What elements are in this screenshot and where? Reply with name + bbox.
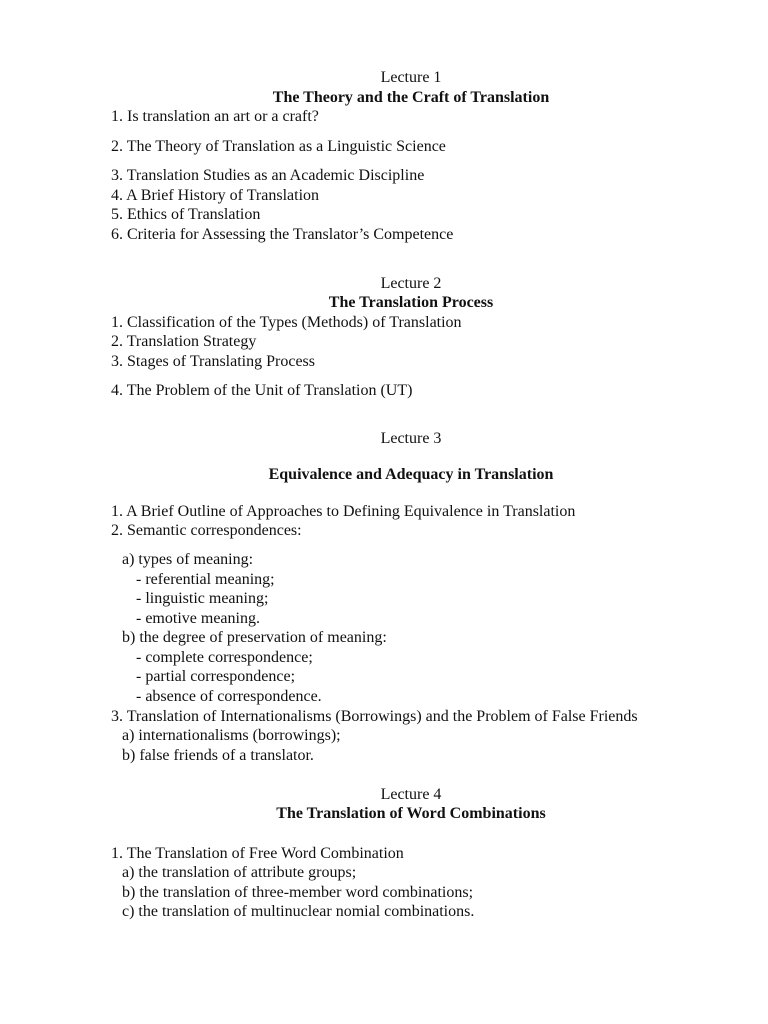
lecture-3-subitem: - emotive meaning. [136,610,260,627]
lecture-1-item: 5. Ethics of Translation [111,206,261,223]
lecture-1-item: 1. Is translation an art or a craft? [111,108,319,125]
lecture-3-subitem: - linguistic meaning; [136,590,269,607]
lecture-1-item: 2. The Theory of Translation as a Linguistic Science [111,138,446,155]
lecture-4-label: Lecture 4 [380,786,442,803]
lecture-3-subitem: b) the degree of preservation of meaning: [122,629,387,646]
lecture-3-subitem: - referential meaning; [136,571,275,588]
lecture-1-item: 4. A Brief History of Translation [111,187,320,204]
lecture-1-item: 6. Criteria for Assessing the Translator’s Competence [111,226,454,243]
lecture-4-subitem: a) the translation of attribute groups; [122,864,357,881]
lecture-2-item: 1. Classification of the Types (Methods) of Translation [111,314,462,331]
lecture-3-subitem: a) internationalisms (borrowings); [122,727,341,744]
lecture-3-subitem: - complete correspondence; [136,649,313,666]
lecture-1-title: The Theory and the Craft of Translation [272,89,550,106]
lecture-3-item: 2. Semantic correspondences: [111,522,302,539]
lecture-3-label: Lecture 3 [380,430,442,447]
lecture-2-title: The Translation Process [328,294,494,311]
lecture-1-item: 3. Translation Studies as an Academic Discipline [111,167,425,184]
lecture-2-item: 4. The Problem of the Unit of Translation (UT) [111,382,413,399]
lecture-4-title: The Translation of Word Combinations [276,805,546,822]
lecture-2-item: 2. Translation Strategy [111,333,257,350]
lecture-3-item: 3. Translation of Internationalisms (Borrowings) and the Problem of False Friends [111,708,638,725]
lecture-4-subitem: b) the translation of three-member word combinations; [122,884,474,901]
lecture-3-subitem: b) false friends of a translator. [122,747,314,764]
lecture-2-label: Lecture 2 [380,275,442,292]
lecture-3-title: Equivalence and Adequacy in Translation [268,466,554,483]
lecture-2-item: 3. Stages of Translating Process [111,353,315,370]
lecture-3-subitem: - absence of correspondence. [136,688,322,705]
lecture-4-subitem: c) the translation of multinuclear nomial combinations. [122,903,475,920]
lecture-4-item: 1. The Translation of Free Word Combination [111,845,404,862]
lecture-3-subitem: a) types of meaning: [122,551,254,568]
lecture-1-label: Lecture 1 [380,69,442,86]
lecture-3-subitem: - partial correspondence; [136,668,296,685]
lecture-3-item: 1. A Brief Outline of Approaches to Defining Equivalence in Translation [111,503,576,520]
